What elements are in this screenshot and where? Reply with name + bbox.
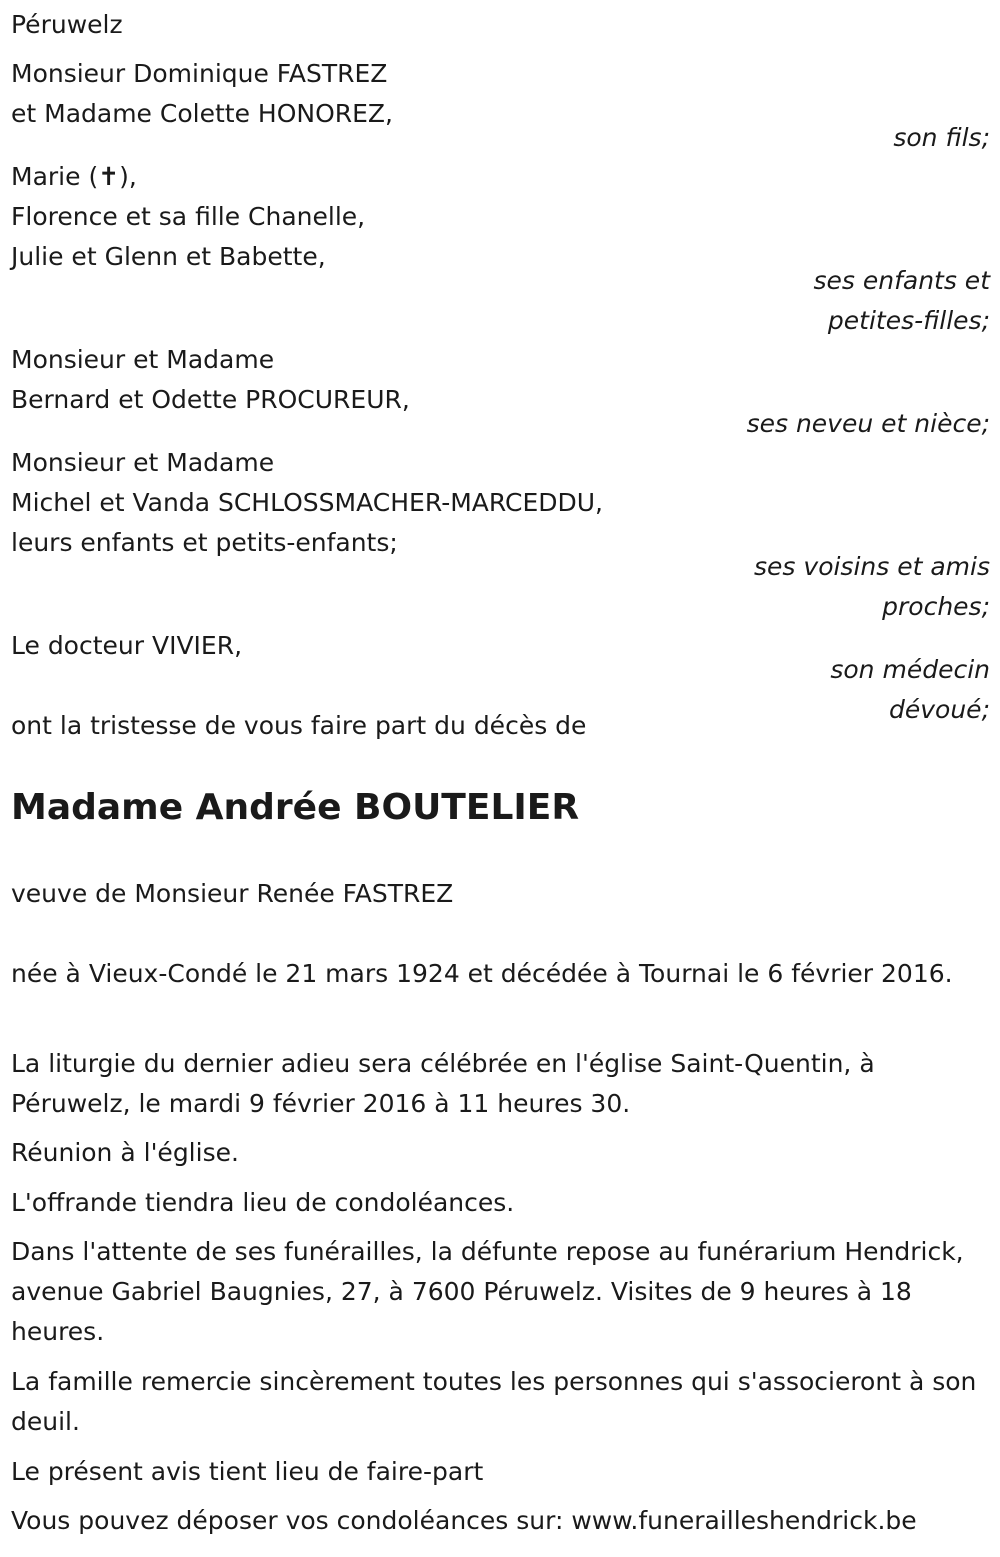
thanks-paragraph: La famille remercie sincèrement toutes les personnes qui s'associeront à son deuil.: [11, 1367, 977, 1436]
family-line: Le docteur VIVIER,: [11, 631, 243, 660]
family-line: Florence et sa fille Chanelle,: [11, 202, 366, 231]
relation-label: son médecin: [830, 655, 990, 684]
family-line: Monsieur Dominique FASTREZ: [11, 59, 388, 88]
family-line: Marie (✝),: [11, 162, 137, 191]
relation-label: proches;: [882, 592, 990, 621]
meeting-paragraph: Réunion à l'église.: [11, 1138, 239, 1167]
relation-label: petites-filles;: [827, 306, 990, 335]
funerarium-paragraph: Dans l'attente de ses funérailles, la défunte repose au funérarium Hendrick, avenue Gabriel Baugnies, 27, à 7600 Péruwelz. Visites de 9 heures à 18 heures.: [11, 1237, 964, 1346]
family-line: Bernard et Odette PROCUREUR,: [11, 385, 410, 414]
announcement-text: ont la tristesse de vous faire part du décès de: [11, 711, 587, 740]
city-name: Péruwelz: [11, 10, 123, 39]
relation-label: ses voisins et amis: [754, 552, 990, 581]
family-line: leurs enfants et petits-enfants;: [11, 528, 398, 557]
birth-death-paragraph: née à Vieux-Condé le 21 mars 1924 et décédée à Tournai le 6 février 2016.: [11, 959, 953, 988]
notice-paragraph: Le présent avis tient lieu de faire-part: [11, 1457, 484, 1486]
relation-label: dévoué;: [889, 695, 990, 724]
family-line: Monsieur et Madame: [11, 448, 275, 477]
family-line: Monsieur et Madame: [11, 345, 275, 374]
offering-paragraph: L'offrande tiendra lieu de condoléances.: [11, 1188, 515, 1217]
family-line: Julie et Glenn et Babette,: [11, 242, 326, 271]
condolences-paragraph: Vous pouvez déposer vos condoléances sur: www.funerailleshendrick.be: [11, 1506, 917, 1535]
relation-label: son fils;: [893, 123, 990, 152]
liturgy-paragraph: La liturgie du dernier adieu sera célébrée en l'église Saint-Quentin, à Péruwelz, le mardi 9 février 2016 à 11 heures 30.: [11, 1049, 875, 1118]
relation-label: ses neveu et nièce;: [746, 409, 990, 438]
relation-label: ses enfants et: [813, 266, 990, 295]
family-line: Michel et Vanda SCHLOSSMACHER-MARCEDDU,: [11, 488, 604, 517]
widow-of-text: veuve de Monsieur Renée FASTREZ: [11, 879, 454, 908]
family-line: et Madame Colette HONOREZ,: [11, 99, 393, 128]
deceased-name: Madame Andrée BOUTELIER: [11, 787, 580, 828]
